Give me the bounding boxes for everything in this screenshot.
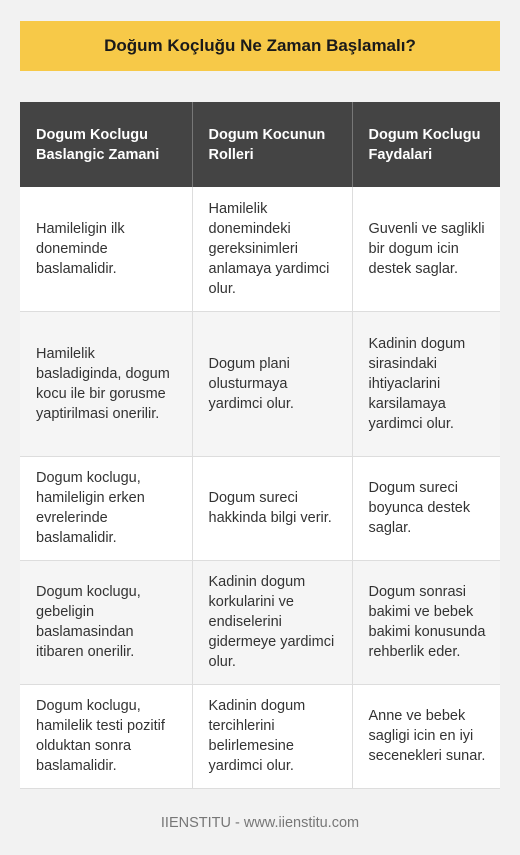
table-row	[20, 560, 500, 684]
table-cell: Dogum koclugu, gebeligin baslamasindan itibaren onerilir.	[20, 560, 192, 684]
table-cell: Kadinin dogum korkularini ve endiselerini gidermeye yardimci olur.	[192, 560, 352, 684]
table-cell: Dogum koclugu, hamileligin erken evrelerinde baslamalidir.	[20, 456, 192, 560]
table-cell: Anne ve bebek sagligi icin en iyi secenekleri sunar.	[352, 684, 500, 788]
table-cell: Dogum sonrasi bakimi ve bebek bakimi konusunda rehberlik eder.	[352, 560, 500, 684]
page-title: Doğum Koçluğu Ne Zaman Başlamalı?	[20, 21, 500, 71]
table-cell: Guvenli ve saglikli bir dogum icin destek saglar.	[352, 187, 500, 311]
table-cell: Hamileligin ilk doneminde baslamalidir.	[20, 187, 192, 311]
table-cell: Dogum sureci hakkinda bilgi verir.	[192, 456, 352, 560]
column-header-benefits: Dogum Koclugu Faydalari	[352, 102, 500, 187]
column-header-coach-roles: Dogum Kocunun Rolleri	[192, 102, 352, 187]
footer-credit: IIENSTITU - www.iienstitu.com	[160, 815, 360, 831]
column-header-start-time: Dogum Koclugu Baslangic Zamani	[20, 102, 192, 187]
table-cell: Dogum sureci boyunca destek saglar.	[352, 456, 500, 560]
table-row	[20, 456, 500, 560]
table-cell: Hamilelik basladiginda, dogum kocu ile bir gorusme yaptirilmasi onerilir.	[20, 311, 192, 456]
info-table	[20, 102, 500, 789]
table-cell: Kadinin dogum sirasindaki ihtiyaclarini karsilamaya yardimci olur.	[352, 311, 500, 456]
table-row	[20, 311, 500, 456]
table-row	[20, 187, 500, 311]
table-cell: Kadinin dogum tercihlerini belirlemesine yardimci olur.	[192, 684, 352, 788]
table-cell: Dogum koclugu, hamilelik testi pozitif olduktan sonra baslamalidir.	[20, 684, 192, 788]
table-row	[20, 684, 500, 788]
table-cell: Hamilelik donemindeki gereksinimleri anlamaya yardimci olur.	[192, 187, 352, 311]
table-cell: Dogum plani olusturmaya yardimci olur.	[192, 311, 352, 456]
table-header-row	[20, 102, 500, 187]
